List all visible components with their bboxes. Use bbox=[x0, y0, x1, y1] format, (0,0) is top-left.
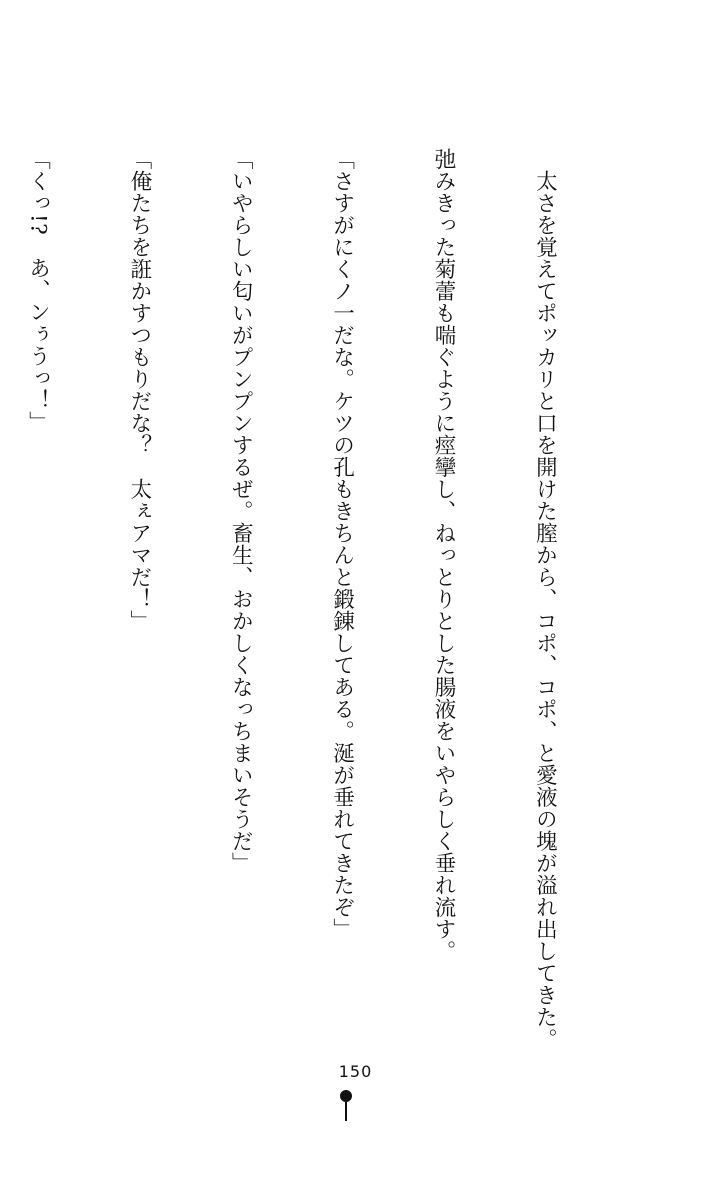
body-text bbox=[0, 148, 629, 1050]
text-line: 弛みきった菊蕾も喘ぐように痙攣し、ねっとりとした腸液をいやらしく垂れ流す。 bbox=[431, 148, 457, 962]
page-number: 150 bbox=[338, 1062, 373, 1081]
text-line: 「俺たちを誑かすつもりだな？ 太ぇアマだ！」 bbox=[126, 148, 152, 632]
text-line: 「いやらしい匂いがプンプンするぜ。畜生、おかしくなっちまいそうだ」 bbox=[228, 148, 254, 874]
text-line: 「さすがにくノ一だな。ケツの孔もきちんと鍛錬してある。涎が垂れてきたぞ」 bbox=[329, 148, 355, 940]
text-line: 「くっ!? あ、ンぅうっ！」 bbox=[25, 148, 51, 434]
text-line: 太さを覚えてポッカリと口を開けた膣から、コポ、コポ、と愛液の塊が溢れ出してきた。 bbox=[532, 148, 558, 1050]
page-marker-stem bbox=[345, 1101, 347, 1121]
